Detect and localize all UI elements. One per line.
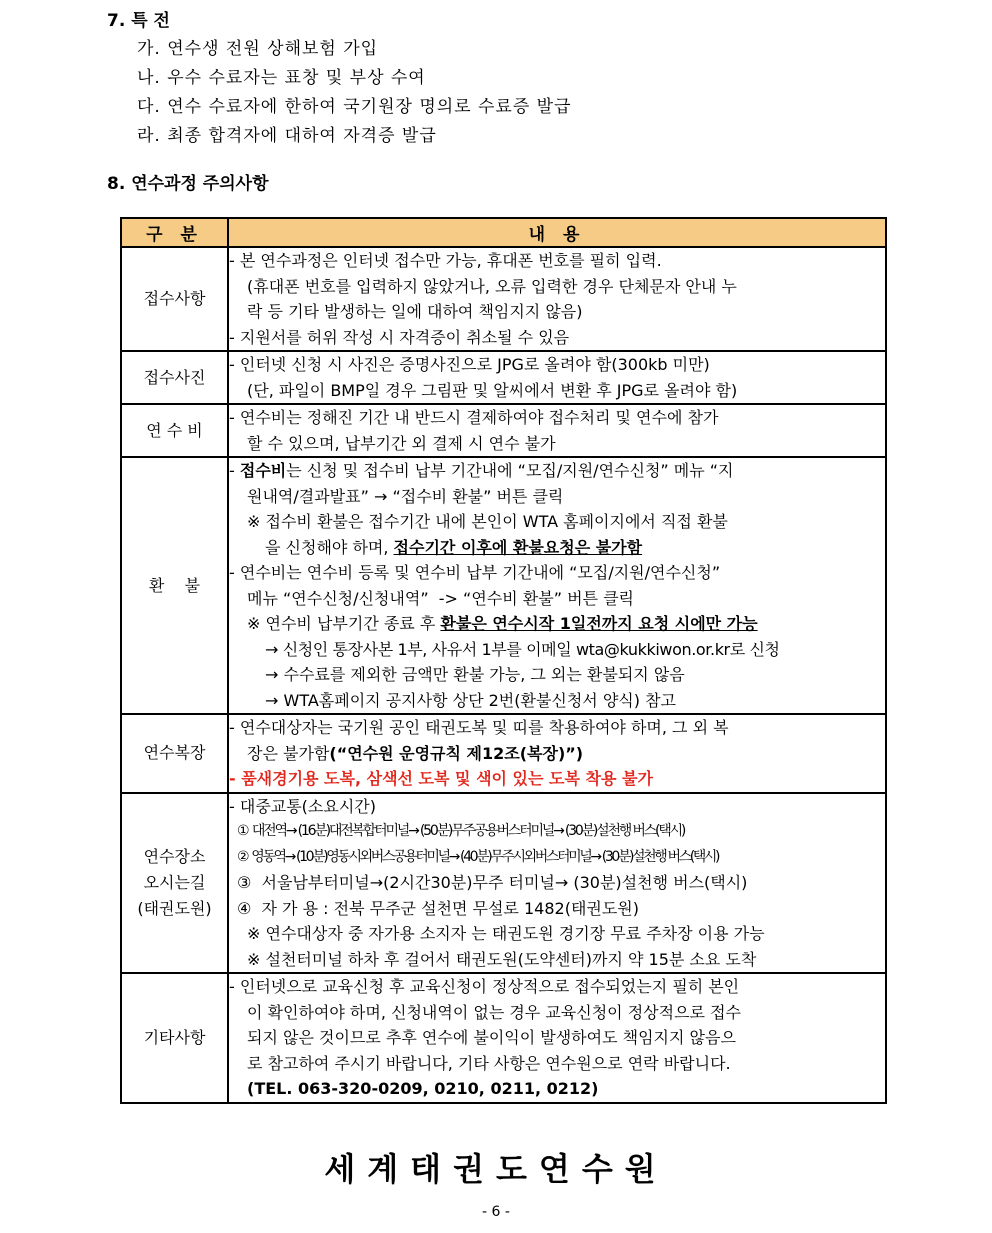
text-line: 원내역/결과발표” → “접수비 환불” 버튼 클릭	[247, 486, 564, 506]
text-run: 접수기간 이후에 환불요청은 불가함	[393, 537, 643, 557]
list-item: 라. 최종 합격자에 대하여 자격증 발급	[137, 126, 437, 146]
text-line: ※ 접수비 환불은 접수기간 내에 본인이 WTA 홈페이지에서 직접 환불	[247, 512, 728, 531]
text-line	[229, 458, 885, 484]
text-line: 할 수 있으며, 납부기간 외 결제 시 연수 불가	[247, 433, 556, 453]
list-item: 다. 연수 수료자에 한하여 국기원장 명의로 수료증 발급	[137, 97, 572, 117]
text-line: (단, 파일이 BMP일 경우 그림판 및 알씨에서 변환 후 JPG로 올려야 함)	[247, 380, 738, 400]
notes-table	[120, 217, 887, 1104]
text-line: ① 대전역→ (16분)대전복합터미널→ (50분)무주공용버스터미널→ (30분)설천행 버스(택시)	[237, 823, 685, 839]
table-header-row	[121, 218, 886, 247]
category-line: 오시는길	[143, 872, 206, 892]
text-line: - 연수비는 정해진 기간 내 반드시 결제하여야 접수처리 및 연수에 참가	[229, 408, 719, 427]
row-content	[228, 247, 886, 351]
text-line: 락 등 기타 발생하는 일에 대하여 책임지지 않음)	[247, 302, 583, 321]
text-run: -	[229, 461, 240, 480]
text-line: - 본 연수과정은 인터넷 접수만 가능, 휴대폰 번호를 필히 입력.	[229, 251, 662, 270]
table-row	[121, 404, 886, 457]
text-line	[229, 611, 885, 637]
row-category: 접수사진	[121, 351, 228, 404]
row-category	[121, 793, 228, 974]
list-item: 나. 우수 수료자는 표창 및 부상 수여	[137, 68, 426, 88]
text-line: → 수수료를 제외한 금액만 환불 가능, 그 외는 환불되지 않음	[265, 665, 685, 684]
text-line: (TEL. 063-320-0209, 0210, 0211, 0212)	[247, 1079, 599, 1098]
text-line: 이 확인하여야 하며, 신청내역이 없는 경우 교육신청이 정상적으로 접수	[247, 1002, 741, 1022]
header-content: 내 용	[228, 218, 886, 247]
row-category: 환 불	[121, 457, 228, 714]
page-number: - 6 -	[482, 1204, 510, 1220]
section-8-title: 8. 연수과정 주의사항	[107, 174, 269, 194]
list-item: 가. 연수생 전원 상해보험 가입	[137, 39, 379, 59]
text-line: ※ 설천터미널 하차 후 걸어서 태권도원(도약센터)까지 약 15분 소요 도착	[247, 949, 757, 969]
row-category: 기타사항	[121, 973, 228, 1103]
text-run: 장은 불가함	[247, 743, 330, 763]
text-line: - 품새경기용 도복, 삼색선 도복 및 색이 있는 도복 착용 불가	[229, 769, 653, 788]
text-run: 는 신청 및 접수비 납부 기간내에 “모집/지원/연수신청” 메뉴 “지	[286, 461, 734, 480]
category-line: 연수장소	[143, 846, 206, 866]
text-line: - 지원서를 허위 작성 시 자격증이 취소될 수 있음	[229, 327, 570, 347]
text-line: - 인터넷 신청 시 사진은 증명사진으로 JPG로 올려야 함(300kb 미만)	[229, 355, 710, 374]
text-line: - 연수대상자는 국기원 공인 태권도복 및 띠를 착용하여야 하며, 그 외 복	[229, 718, 729, 737]
text-run: 접수비	[239, 461, 287, 480]
row-category: 연수복장	[121, 714, 228, 793]
table-row	[121, 714, 886, 793]
header-category: 구 분	[121, 218, 228, 247]
row-content	[228, 457, 886, 714]
text-line: ④ 자 가 용 : 전북 무주군 설천면 무설로 1482(태권도원)	[237, 898, 640, 918]
text-line: - 인터넷으로 교육신청 후 교육신청이 정상적으로 접수되었는지 필히 본인	[229, 977, 740, 996]
table-row	[121, 973, 886, 1103]
row-content	[228, 714, 886, 793]
table-row	[121, 247, 886, 351]
text-line: ③ 서울남부터미널→(2시간30분)무주 터미널→ (30분)설천행 버스(택시)	[237, 873, 748, 892]
section-7-title: 7. 특 전	[107, 11, 170, 31]
table-row	[121, 793, 886, 974]
text-line: ※ 연수대상자 중 자가용 소지자 는 태권도원 경기장 무료 주차장 이용 가능	[247, 924, 765, 943]
text-line	[229, 741, 885, 767]
row-content	[228, 404, 886, 457]
text-line: 로 참고하여 주시기 바랍니다, 기타 사항은 연수원으로 연락 바랍니다.	[247, 1053, 731, 1073]
text-run: ※ 연수비 납부기간 종료 후	[247, 614, 441, 633]
text-line: ② 영동역→ (10분)영동시외버스공용터미널→ (40분)무주시외버스터미널→ (30분)설천행 버스(택시)	[237, 848, 719, 865]
table-row	[121, 351, 886, 404]
row-content	[228, 351, 886, 404]
row-category: 접수사항	[121, 247, 228, 351]
row-content	[228, 973, 886, 1103]
text-line	[229, 535, 885, 561]
category-line: (태권도원)	[137, 898, 212, 918]
text-line: → WTA홈페이지 공지사항 상단 2번(환불신청서 양식) 참고	[265, 690, 677, 710]
text-line: (휴대폰 번호를 입력하지 않았거나, 오류 입력한 경우 단체문자 안내 누	[247, 276, 737, 296]
table-row	[121, 457, 886, 714]
organization-name: 세계태권도연수원	[324, 1150, 668, 1188]
text-line: - 연수비는 연수비 등록 및 연수비 납부 기간내에 “모집/지원/연수신청”	[229, 563, 721, 582]
text-line: → 신청인 통장사본 1부, 사유서 1부를 이메일 wta@kukkiwon.or.kr로 신청	[265, 639, 780, 659]
text-run: (“연수원 운영규칙 제12조(복장)”)	[329, 743, 584, 763]
text-run: 환불은 연수시작 1일전까지 요청 시에만 가능	[440, 614, 758, 633]
text-line: - 대중교통(소요시간)	[229, 796, 376, 816]
row-content	[228, 793, 886, 974]
row-category: 연 수 비	[121, 404, 228, 457]
text-line: 되지 않은 것이므로 추후 연수에 불이익이 발생하여도 책임지지 않음으	[247, 1028, 736, 1047]
text-run: 을 신청해야 하며,	[265, 537, 394, 557]
text-line: 메뉴 “연수신청/신청내역” -> “연수비 환불” 버튼 클릭	[247, 588, 634, 608]
